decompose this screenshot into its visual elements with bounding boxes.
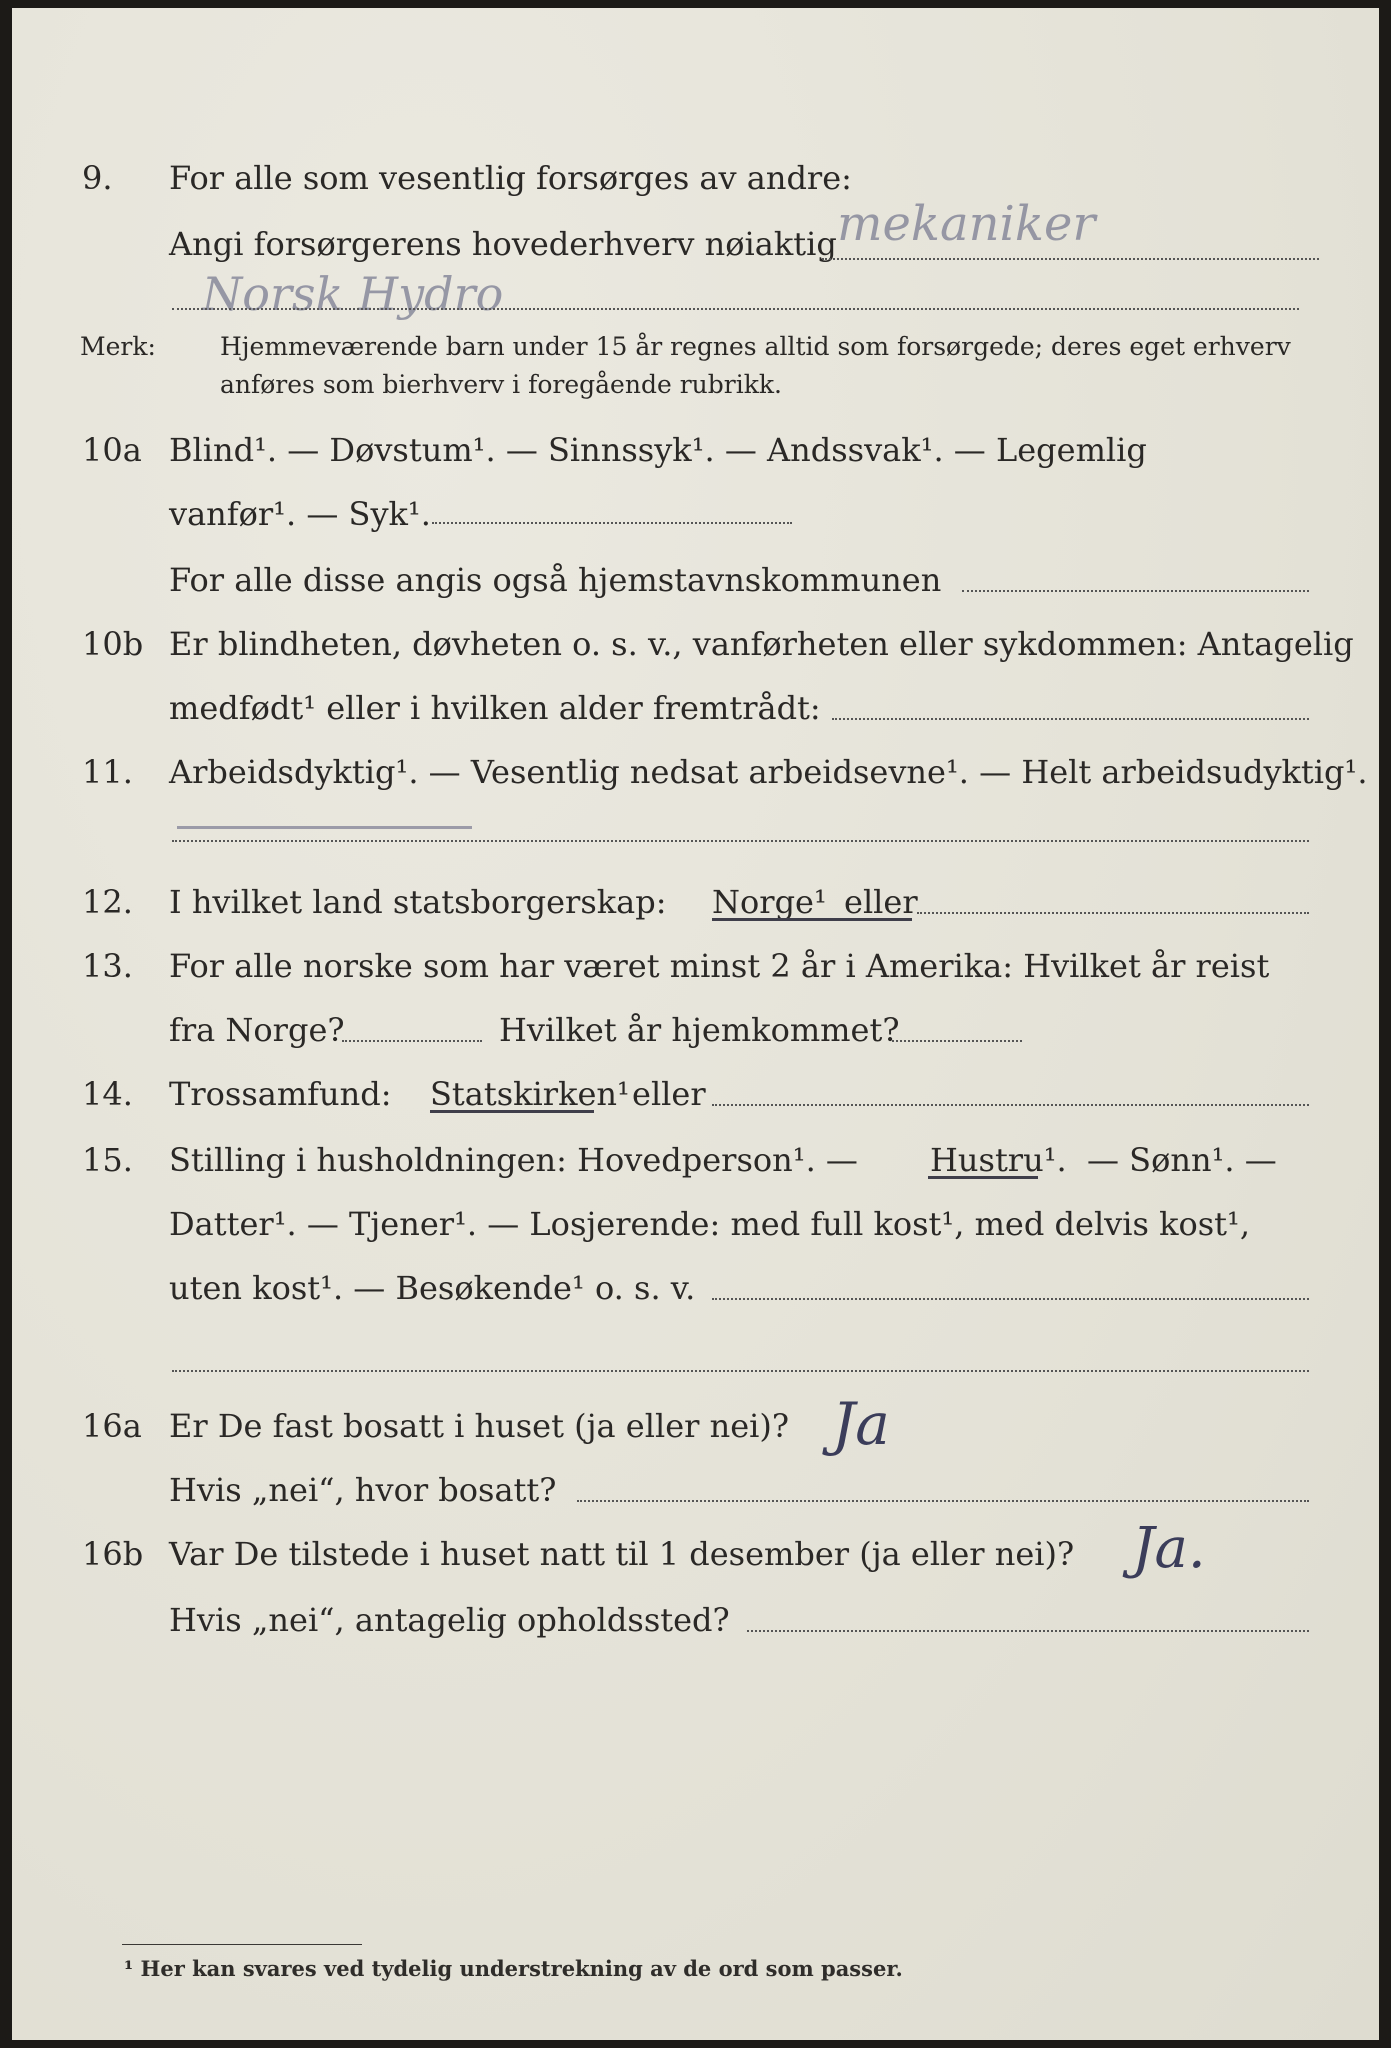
q16b-number: 16b [82, 1535, 144, 1573]
q16b-text: Var De tilstede i huset natt til 1 desember (ja eller nei)? [169, 1535, 1075, 1573]
q10a-number: 10a [82, 431, 142, 469]
q12-line1 [12, 876, 1379, 928]
q14-fill-line [712, 1104, 1309, 1106]
q10b-line1 [12, 618, 1379, 670]
q10b-text: Er blindheten, døvheten o. s. v., vanførheten eller sykdommen: Antagelig [169, 625, 1354, 663]
q13-text: For alle norske som har været minst 2 år i Amerika: Hvilket år reist [169, 947, 1270, 985]
q9-prompt: Angi forsørgerens hovederhverv nøiaktig [169, 225, 837, 263]
q9-answer-handwriting-2: Norsk Hydro [202, 267, 504, 321]
q12-fill-line [917, 912, 1309, 914]
q16b-fill-line [747, 1630, 1309, 1632]
q10a-fill-line-2 [962, 590, 1309, 592]
q16a-fill-line [577, 1500, 1309, 1502]
q10b-number: 10b [82, 625, 144, 663]
q9-answer-handwriting-1: mekaniker [837, 196, 1096, 252]
q9-fill-line [822, 258, 1319, 260]
q14-line1 [12, 1068, 1379, 1120]
q14-underline [430, 1110, 594, 1113]
footnote-rule [122, 1944, 362, 1945]
q16a-line1 [12, 1390, 1379, 1458]
q13-line1 [12, 940, 1379, 992]
q16b-line2 [12, 1594, 1379, 1646]
q13-fill-line-2 [892, 1040, 1022, 1042]
q11-number: 11. [82, 753, 133, 791]
q9-number: 9. [82, 159, 113, 197]
q16a-line2 [12, 1464, 1379, 1516]
q10a-text-3: For alle disse angis også hjemstavnskommunen [169, 561, 942, 599]
q15-line2 [12, 1198, 1379, 1250]
merk-label: Merk: [80, 332, 156, 361]
q14-suffix: eller [632, 1075, 706, 1113]
q10a-text-2: vanfør¹. — Syk¹. [169, 495, 431, 533]
q12-number: 12. [82, 883, 133, 921]
q14-prefix: Trossamfund: [169, 1075, 392, 1113]
q16a-text: Er De fast bosatt i huset (ja eller nei)? [169, 1407, 790, 1445]
q15-text-1c: — Sønn¹. — [1087, 1141, 1277, 1179]
q16b-text-2: Hvis „nei“, antagelig opholdssted? [169, 1601, 730, 1639]
q14-option-statskirken: Statskirken¹ [430, 1075, 630, 1113]
q15-text-1a: Stilling i husholdningen: Hovedperson¹. — [169, 1141, 858, 1179]
q11-handwritten-stroke [177, 826, 472, 829]
q11-line1 [12, 746, 1379, 798]
q15-line1 [12, 1134, 1379, 1186]
q13-text-2b: Hvilket år hjemkommet? [499, 1011, 900, 1049]
q16a-answer-handwriting: Ja [832, 1390, 890, 1458]
q10a-fill-line [432, 522, 792, 524]
q12-suffix: eller [844, 883, 918, 921]
q9-text: For alle som vesentlig forsørges av andre: [169, 159, 852, 197]
q10b-line2 [12, 682, 1379, 734]
merk-line2: anføres som bierhverv i foregående rubrikk. [220, 370, 782, 399]
q15-text-3: uten kost¹. — Besøkende¹ o. s. v. [169, 1269, 696, 1307]
q13-number: 13. [82, 947, 133, 985]
q15-option-hustru: Hustru¹. [930, 1141, 1067, 1179]
census-form-page [12, 8, 1379, 2040]
q10b-fill-line [832, 718, 1309, 720]
q11-text: Arbeidsdyktig¹. — Vesentlig nedsat arbeidsevne¹. — Helt arbeidsudyktig¹. [169, 753, 1368, 791]
q14-number: 14. [82, 1075, 133, 1113]
q12-prefix: I hvilket land statsborgerskap: [169, 883, 667, 921]
q9-line2 [12, 218, 1379, 270]
q12-option-norge: Norge¹ [712, 883, 827, 921]
merk-line1: Hjemmeværende barn under 15 år regnes alltid som forsørgede; deres eget erhverv [220, 332, 1291, 361]
q10a-text: Blind¹. — Døvstum¹. — Sinnssyk¹. — Andssvak¹. — Legemlig [169, 431, 1147, 469]
q10a-line3 [12, 554, 1379, 606]
q9-line1 [12, 152, 1379, 204]
q16a-number: 16a [82, 1407, 142, 1445]
q10b-text-2: medfødt¹ eller i hvilken alder fremtrådt: [169, 689, 821, 727]
q15-fill-line-2 [172, 1370, 1309, 1372]
q10a-line2 [12, 488, 1379, 540]
q11-fill-line [172, 840, 1309, 842]
q15-underline-hustru [928, 1176, 1038, 1179]
q12-underline [712, 918, 912, 921]
q13-line2 [12, 1004, 1379, 1056]
q15-fill-line [712, 1298, 1309, 1300]
q10a-line1 [12, 424, 1379, 476]
q15-line3 [12, 1262, 1379, 1314]
q9-fill-line-2 [172, 308, 1299, 310]
footnote: ¹ Her kan svares ved tydelig understrekning av de ord som passer. [124, 1956, 903, 1981]
q15-text-2: Datter¹. — Tjener¹. — Losjerende: med full kost¹, med delvis kost¹, [169, 1205, 1251, 1243]
q16b-answer-handwriting: Ja. [1132, 1516, 1206, 1581]
q16a-text-2: Hvis „nei“, hvor bosatt? [169, 1471, 557, 1509]
q15-number: 15. [82, 1141, 133, 1179]
q13-fill-line-1 [342, 1040, 482, 1042]
q13-text-2a: fra Norge? [169, 1011, 345, 1049]
